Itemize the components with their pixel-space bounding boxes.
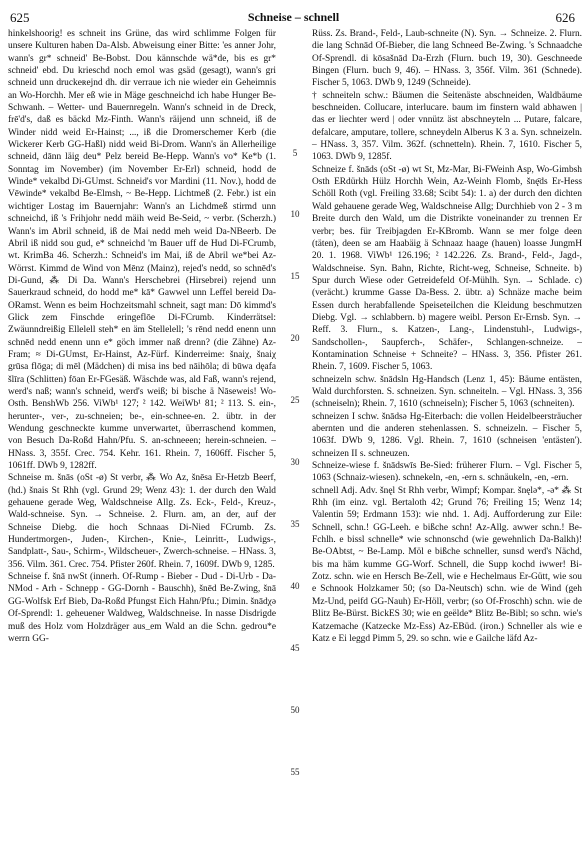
line-number: 15 [290,271,300,281]
entry-schneise-m: Schneise m. šnās (oSt -ø) St verbr, ⁂ Wo Az, šnēsa Er-Hetzb Beerf, (hd.) šnais St Rhh (vgl. Grund 29; Wenz 43): 1. der durch den Wald gehauene gerade Weg, Waldschneise Allg. Zs. Eck-, Feld-, Kreuz-, Wald-schneise. Syn. → Schneise. 2. Flurn. am, an der, auf der Schneise Diebg. die hoch Schnaas Di-Nied FCrumb. Zs. Hundertmorgen-, Juden-, Kirchen-, Knie-, Leinritt-, Ludwigs-, Sandplatt-, Sau-, Schirm-, Wildscheuer-, Zwerch-schneise. – HNass. 3, 356. Vilm. 361. Crec. 754. Pfister 260f. Rhein. 7, 1609f. DWb 9, 1285. [8,473,276,570]
line-number: 50 [290,705,300,715]
line-number: 40 [290,581,300,591]
line-number: 20 [290,333,300,343]
line-number: 5 [292,148,298,158]
entry-schneien-cont: hinkelshoorig! es schneit ins Grüne, das wird schlimme Folgen für unsere Kulturen haben Da-Alsb. Abweisung einer Bitte: 'es anner Johr, wann's gr* schneid' Be-Bobst. Dou kännschde wä*de, bis es gr* schneid' ebd. Du krieschd noch emol was gsäd (gesagt), wann's gri schneid unn druckeʀejnd dh. dir verraue ich nie wieder ein Geheimnis an Wo-Horchh. Mer eß wie in Mäge geschneichd ich habe Hunger Be-Schwanh. – Wetter- und Bauernregeln. Wann's schneid in de Dreck, frē'd's, daß es bäckd Mz-Finth. Wann's räijend unn schneid, iß de Winder nidd weid Er-Hainst; ..., iß die Dromerschemer Kerb (die Wickerer Kerb GG-Haßl) nidd weid Bi-Drom. Wann's än Allerheilige schneid, dānn läig deu* Pelz bereid Be-Hepp. Wann's vo* Ke*b (1. Sonntag im November) (im November Er-Erl) schneid, hodd de Winde* vekalbd Di-GUmst. Schneid's vor Mardini (11. Nov.), hodd de Vēwinde* vekalbd Be-Elmsh, ~ Be-Hepp. Lichtmeß (2. Febr.) ist ein wichtiger Lostag im Bauernjahr: Wann's an Lichdmeß stirmd unn schneichd, iß 's Frihjohr nedd mäih weid Be-Seid, ~ verbr. (Scherzh.) Wann's im Abril schneid, iß de Mai nedd meh weid Da-NBeerb. De Abril iß nidd sou gud, e* schneichd 'm Bauer uff de Hud Di-FCrumb, wt. KrimBa 46. Scherzh.: Schneid's im Mai, iß de Abril we*bei Az-Wörrst. Kimmd de Wind von Mēnz (Mainz), rejed's nedd, so schnēd's Di-Gund, ⁂ Di Da. Wann's Herschebrei (Hirsebrei) rejend unn Sauerkraud schneid, do hodd me* kā* Gawwel unn Leffel bereid Da-ORamst. Wenn es beim Hochzeitsmahl schneit, sagt man: Dō kimmd's Glick zem Finschde eringeflōe Di-FCrumb. Kinderrätsel: Zwäunndreißig Ellelell steh* en äm Stellelell; 's rēnd nedd enenn unn schnēd nedd enenn unn e* göch immer naß drenn? (die Zähne) Az-Fram; ≈ Di-GUmst, Er-Hainst, Az-Fürf. Kinderreime: šnaiχ, šnaiχ grūsa flōga; di mēl (Mädchen) di misa ins bed nāihōla; di būwa dęafa šlīra (Schlitten) fōan Er-FGesäß. Wäschde was, ald Faß, wann's rejend, werd's naß; wann's schneid, werd's weiß; bi bische ä Nāseweis! Wo-Osth. BenshWb 256. ViWb¹ 127; ² 142. WeiWb¹ 81; ² 113. S. ein-, herunter-, ver-, zu-schneien; be-, ein-schnee-en. 2. übtr. in der Wendung geschneckte kumme unverwartet, überraschend kommen, von Besuch Da-Roßd Hahn/Pfu. S. an-schneeen; herein-schneien. – HNass. 3, 355f. Crec. 754. Kehr. 161. Rhein. 7, 1606ff. Fischer 5, 1061ff. DWb 9, 1282ff. [8,29,276,472]
entry-schneizen: schneizen I schw. šnādsə Hg-Eiterbach: die vollen Heidelbeersträucher abernten und die anderen stehenlassen. S. schneizeln. – Fischer 5, 1063f. DWb 9, 1286. Vgl. Rhein. 7, 1610 (schneisen 'entästen'). schneizen II s. schneuzen. [312,411,582,459]
page-header [0,6,587,24]
line-number: 55 [290,767,300,777]
right-column [312,28,582,645]
line-number: 30 [290,457,300,467]
running-head: Schneise – schnell [247,10,340,24]
entry-schneize-wiese: Schneize-wiese f. šnādswīs Be-Sied: früherer Flurn. – Vgl. Fischer 5, 1063 (Schnaiz-wiesen). schnekeln, -en, -ern s. schnäukeln, -en, -ern. [312,461,582,484]
page-number-right: 626 [555,10,575,25]
page-number-left: 625 [10,10,30,25]
entry-schneize: Schneize f. šnāds (oSt -ø) wt St, Mz-Mar, Bi-FWeinh Asp, Wo-Gimbsh Osth ERdürkh Hülz Horchh Wein, Az-Weinh Flomb, šnę̄ds Er-Hess Schöll Roth (vgl. Freiling 33.68; Scibt 54): 1. a) der durch den dichten Wald gehauene gerade Weg, Waldschneise Allg; Durchhieb von 2 - 3 m Breite durch den Wald, um die Distrikte voneinander zu trennen Er verbr; bes. für Treibjagden Er-KBromb. Wann se mer folge deen (täten), deen se am Haabäig ä Schnaaz haage (hauen) loasse JungmH 20. 1. 1968. ViWb¹ 126.196; ² 142.226. Zs. Brand-, Feld-, Jagd-, Waldschneise. Syn. Bahn, Richte, Richt-weg, Schneise, Schneite. b) Spur durch Wiese oder Getreidefeld Of-Mühlh. Syn. → Schlade. c) (verächt.) krumme Gasse Da-Bess. 2. übtr. a) Schnäze mache beim Essen durch herabfallende Speiseteilchen die Kleidung beschmutzen Diebg. Vgl. → schlabbern. b) magere weibl. Person Er-Ernsb. Syn. → Reff. 3. Flurn., s. Katzen-, Lang-, Lindenstuhl-, Ludwigs-, Sandschollen-, Saupferch-, Schäfer-, Schlangen-schneize. – Kontamination Schneise + Schneite? – HNass. 3, 356. Pfister 261. Rhein. 7, 1609. Fischer 5, 1063. [312,164,582,373]
entry-schneizeln: schneizeln schw. šnādsln Hg-Handsch (Lenz 1, 45): Bäume entästen, Wald durchforsten. S. schneizen. Syn. schneiteln. – Vgl. HNass. 3, 356 (schneiseln); Rhein. 7, 1610 (schneiseln); Fischer 5, 1063 (schneiten). [312,374,582,410]
line-number: 10 [290,209,300,219]
entry-schnell: schnell Adj. Adv. šnęl St Rhh verbr, Wimpf; Kompar. šnęlə*, -ə* ⁂ St Rhh (im einz. vgl. Bertaloth 42; Grund 76; Freiling 15; Wenz 14; Valentin 59; Erdmann 153): wie nhd. 1. Adj. Aufforderung zur Eile: Schnell, schn.! GG-Leeh. e bißche schn! Az-Allg. awwer schn.! Be-Fchlh. e bissl schnelle* wie schnonschd (wie gewehnlich Da-Balkh)! Be-OAbtst, ~ Be-Lamp. Möl e bißche schneller, sunsd werd's Nächd, bis ma häm kumme GG-Worf. Schnell, die Supp kochd iwwer! Bi-Zotz. schn. wie en Hersch Be-Zell, wie e Hechelmaus Er-Gütt, wie sou e Schnook Holzkamer 50; (so Da-Neutsch) schn. wie de Wind (geh Mz-Und, peifd GG-Nauh) Er-Höll, verbr; (so Of-Froschh) schn. wie de Blitz Be-Bürst. BickES 30; wie en geëlde* Blitz Be-Bibl; so schn. wie's Katzemache (Katzecke Mz-Ess) Az-EBüd. (iron.) Schneller als wie e Katz e Ei leggd Pimm 5, 29. so schn. wie e Gailche läfd Az- [312,485,582,644]
entry-schneise-f: Schneise f. šnā nwSt (innerh. Of-Rump - Bieber - Dud - Di-Urb - Da-NMod - Arh - Schnepp - GG-Dornh - Bauschh), šnēd Be-Zwing, šnā GG-Wolfsk Erf Bieb, Da-Roßd Pfungst Eich Hahn/Pfu.; Dimin. šnādχə Of-Sprendl: 1. geheuener Waldweg, Waldschneise. In nasse Disdrigde muß des Holz vom Holzdräger aus_em Wald an die Schn. gedrou*e werrn GG- [8,572,276,644]
line-number: 35 [290,519,300,529]
line-number: 25 [290,395,300,405]
entry-schneiteln: † schneiteln schw.: Bäumen die Seitenäste abschneiden, Waldbäume beschneiden. Collucare, interlucare. baum im finstern wald abhawen | das er liechter werd | oder vnnütz äst abschneyteln ... Putare, falcare, defalcare, amputare, tollere, schneydeln Alberus K 3 a. Syn. schneizeln. – HNass. 3, 357. Vilm. 362f. (schnetteln). Rhein. 7, 1610. Fischer 5, 1063. DWb 9, 1285f. [312,90,582,163]
left-column [8,28,276,645]
line-number: 45 [290,643,300,653]
entry-schneite-cont: Rüss. Zs. Brand-, Feld-, Laub-schneite (N). Syn. → Schneize. 2. Flurn. die lang Schnād Of-Bieber, die lang Schneed Be-Zwing. 's Schnaadche Of-Sprendl. di kōsašnād Da-Erzh (Flurn. buch 19, 30). Geschneede Bingen (Flurn. buch 9, 46). – HNass. 3, 356f. Vilm. 361 (Schnede). Fischer 5, 1063. DWb 9, 1249 (Schneide). [312,29,582,89]
